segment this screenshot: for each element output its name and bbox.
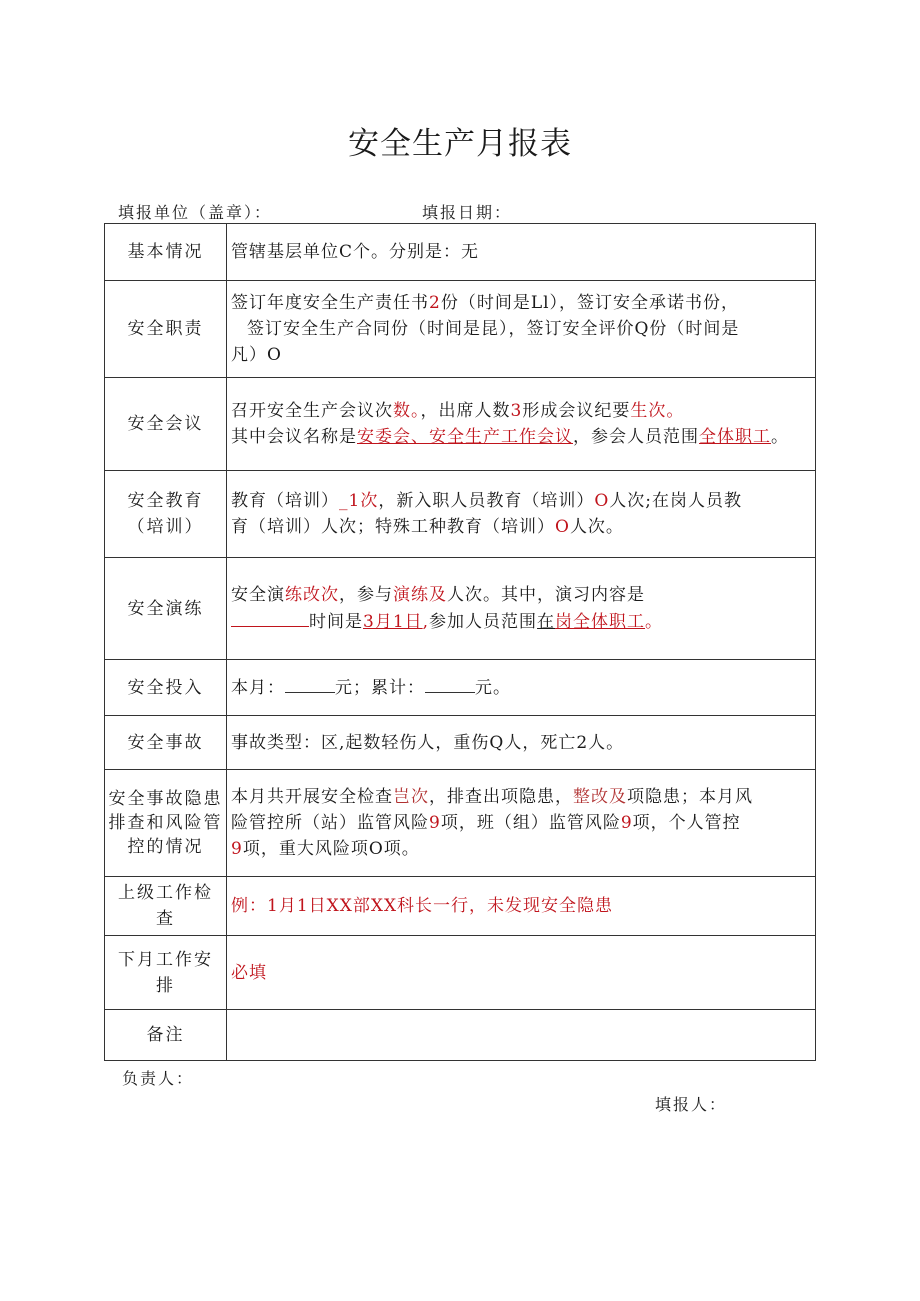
value-next-month [227, 936, 816, 1010]
investment-total-blank[interactable] [425, 674, 475, 693]
label-inspection [105, 877, 227, 936]
label-drill: 安全演练 [105, 558, 227, 660]
hazard-text-7: 项，重大风险项O项。 [242, 839, 420, 859]
row-basic [105, 224, 816, 281]
value-duty [227, 281, 816, 378]
meeting-text-3: 形成会议纪要 [522, 401, 631, 421]
row-accident [105, 716, 816, 770]
value-hazard [227, 770, 816, 877]
value-education [227, 471, 816, 558]
filler-label: 填报人： [655, 1095, 728, 1114]
row-investment [105, 660, 816, 716]
row-remarks [105, 1010, 816, 1061]
hazard-text-6: 项，个人管控 [632, 813, 741, 833]
page-title: 安全生产月报表 [348, 126, 572, 162]
education-red-3: O [555, 517, 570, 537]
drill-text-3: 人次。其中，演习内容是 [447, 585, 645, 605]
meeting-scope: 全体职工 [699, 427, 771, 447]
meeting-text-6: 。 [771, 427, 789, 447]
education-text-3: 人次;在岗人员教 [609, 491, 742, 511]
education-text-5: 人次。 [569, 517, 624, 537]
responsible-label: 负责人： [122, 1069, 195, 1088]
drill-comma: , [422, 612, 430, 632]
drill-text-5: 参加人员范围 [429, 612, 538, 632]
duty-text-3: 签订安全生产合同份（时间是昆），签订安全评价Q份（时间是 [247, 319, 740, 339]
education-red-1: _1次 [339, 491, 379, 511]
value-meeting [227, 378, 816, 471]
inspection-example: 例：1月1日XX部XX科长一行，未发现安全隐患 [231, 896, 614, 916]
row-education [105, 471, 816, 558]
hazard-text-2: ，排查出项隐患， [429, 787, 573, 807]
education-label-2: （培训） [127, 517, 204, 537]
inspection-label-1: 上级工作检 [118, 883, 213, 903]
education-text-2: ，新入职人员教育（培训） [378, 491, 595, 511]
investment-month-blank[interactable] [285, 674, 335, 693]
row-meeting [105, 378, 816, 471]
duty-text-2: 份（时间是Ll），签订安全承诺书份， [440, 293, 740, 313]
label-basic: 基本情况 [105, 224, 227, 281]
report-table [104, 223, 816, 1061]
row-duty [105, 281, 816, 378]
hazard-text-5: 项，班（组）监管风险 [440, 813, 621, 833]
hazard-red-1: 岂次 [393, 787, 429, 807]
meeting-text-5: ，参会人员范围 [573, 427, 699, 447]
value-basic [227, 224, 816, 281]
drill-date: 3月1日 [363, 612, 423, 632]
next-month-label-2: 排 [156, 975, 175, 996]
drill-content-blank[interactable] [231, 608, 309, 627]
drill-text-4: 时间是 [309, 612, 363, 632]
meeting-red-3: 生次。 [630, 401, 685, 421]
hazard-text-4: 险管控所（站）监管风险 [231, 813, 429, 833]
basic-text: 管辖基层单位C个。分别是：无 [231, 242, 480, 262]
meeting-text-2: ，出席人数 [420, 401, 511, 421]
value-remarks[interactable] [227, 1010, 816, 1061]
drill-text-1: 安全演 [231, 585, 285, 605]
unit-label: 填报单位（盖章）： [118, 203, 273, 222]
label-duty: 安全职责 [105, 281, 227, 378]
drill-period: 。 [645, 612, 664, 632]
duty-count: 2 [429, 293, 441, 313]
next-month-label-1: 下月工作安 [118, 949, 213, 970]
accident-text: 事故类型：区,起数轻伤人，重伤Q人，死亡2人。 [231, 732, 625, 753]
drill-red-1: 练改次 [285, 585, 339, 605]
drill-underlined: 在 [537, 612, 556, 632]
hazard-text-3: 项隐患；本月风 [627, 787, 753, 807]
education-label-1: 安全教育 [127, 491, 204, 511]
education-text-4: 育（培训）人次；特殊工种教育（培训） [231, 517, 555, 537]
meeting-red-2: 3 [510, 401, 523, 421]
value-investment [227, 660, 816, 716]
label-next-month [105, 936, 227, 1010]
row-next-month [105, 936, 816, 1010]
investment-text-1: 本月： [231, 678, 285, 698]
meeting-text-1: 召开安全生产会议次 [231, 401, 393, 421]
investment-text-3: 元。 [475, 678, 511, 698]
label-hazard: 安全事故隐患排查和风险管控的情况 [105, 770, 227, 877]
label-accident: 安全事故 [105, 716, 227, 770]
date-label: 填报日期： [422, 203, 513, 222]
row-drill [105, 558, 816, 660]
hazard-text-1: 本月共开展安全检查 [231, 787, 393, 807]
meeting-red-1: 数。 [393, 401, 421, 421]
duty-text-4: 凡）O [231, 345, 282, 365]
hazard-red-4: 9 [620, 813, 633, 833]
value-inspection [227, 877, 816, 936]
meeting-text-4: 其中会议名称是 [231, 427, 357, 447]
value-drill [227, 558, 816, 660]
hazard-red-3: 9 [429, 813, 441, 833]
education-text-1: 教育（培训） [231, 491, 339, 511]
label-meeting: 安全会议 [105, 378, 227, 471]
row-hazard [105, 770, 816, 877]
drill-text-2: ，参与 [339, 585, 393, 605]
meeting-name: 安委会、安全生产工作会议 [357, 427, 573, 447]
value-accident [227, 716, 816, 770]
drill-scope: 岗全体职工 [555, 612, 646, 632]
education-red-2: O [594, 491, 610, 511]
investment-text-2: 元；累计： [335, 678, 425, 698]
drill-red-2: 演练及 [393, 585, 447, 605]
hazard-red-2: 整改及 [573, 787, 627, 807]
row-inspection [105, 877, 816, 936]
label-education [105, 471, 227, 558]
label-remarks: 备注 [105, 1010, 227, 1061]
duty-text-1: 签订年度安全生产责任书 [231, 293, 429, 313]
hazard-red-5: 9 [231, 839, 243, 859]
inspection-label-2: 查 [156, 909, 175, 929]
label-investment: 安全投入 [105, 660, 227, 716]
next-month-required: 必填 [231, 962, 267, 983]
